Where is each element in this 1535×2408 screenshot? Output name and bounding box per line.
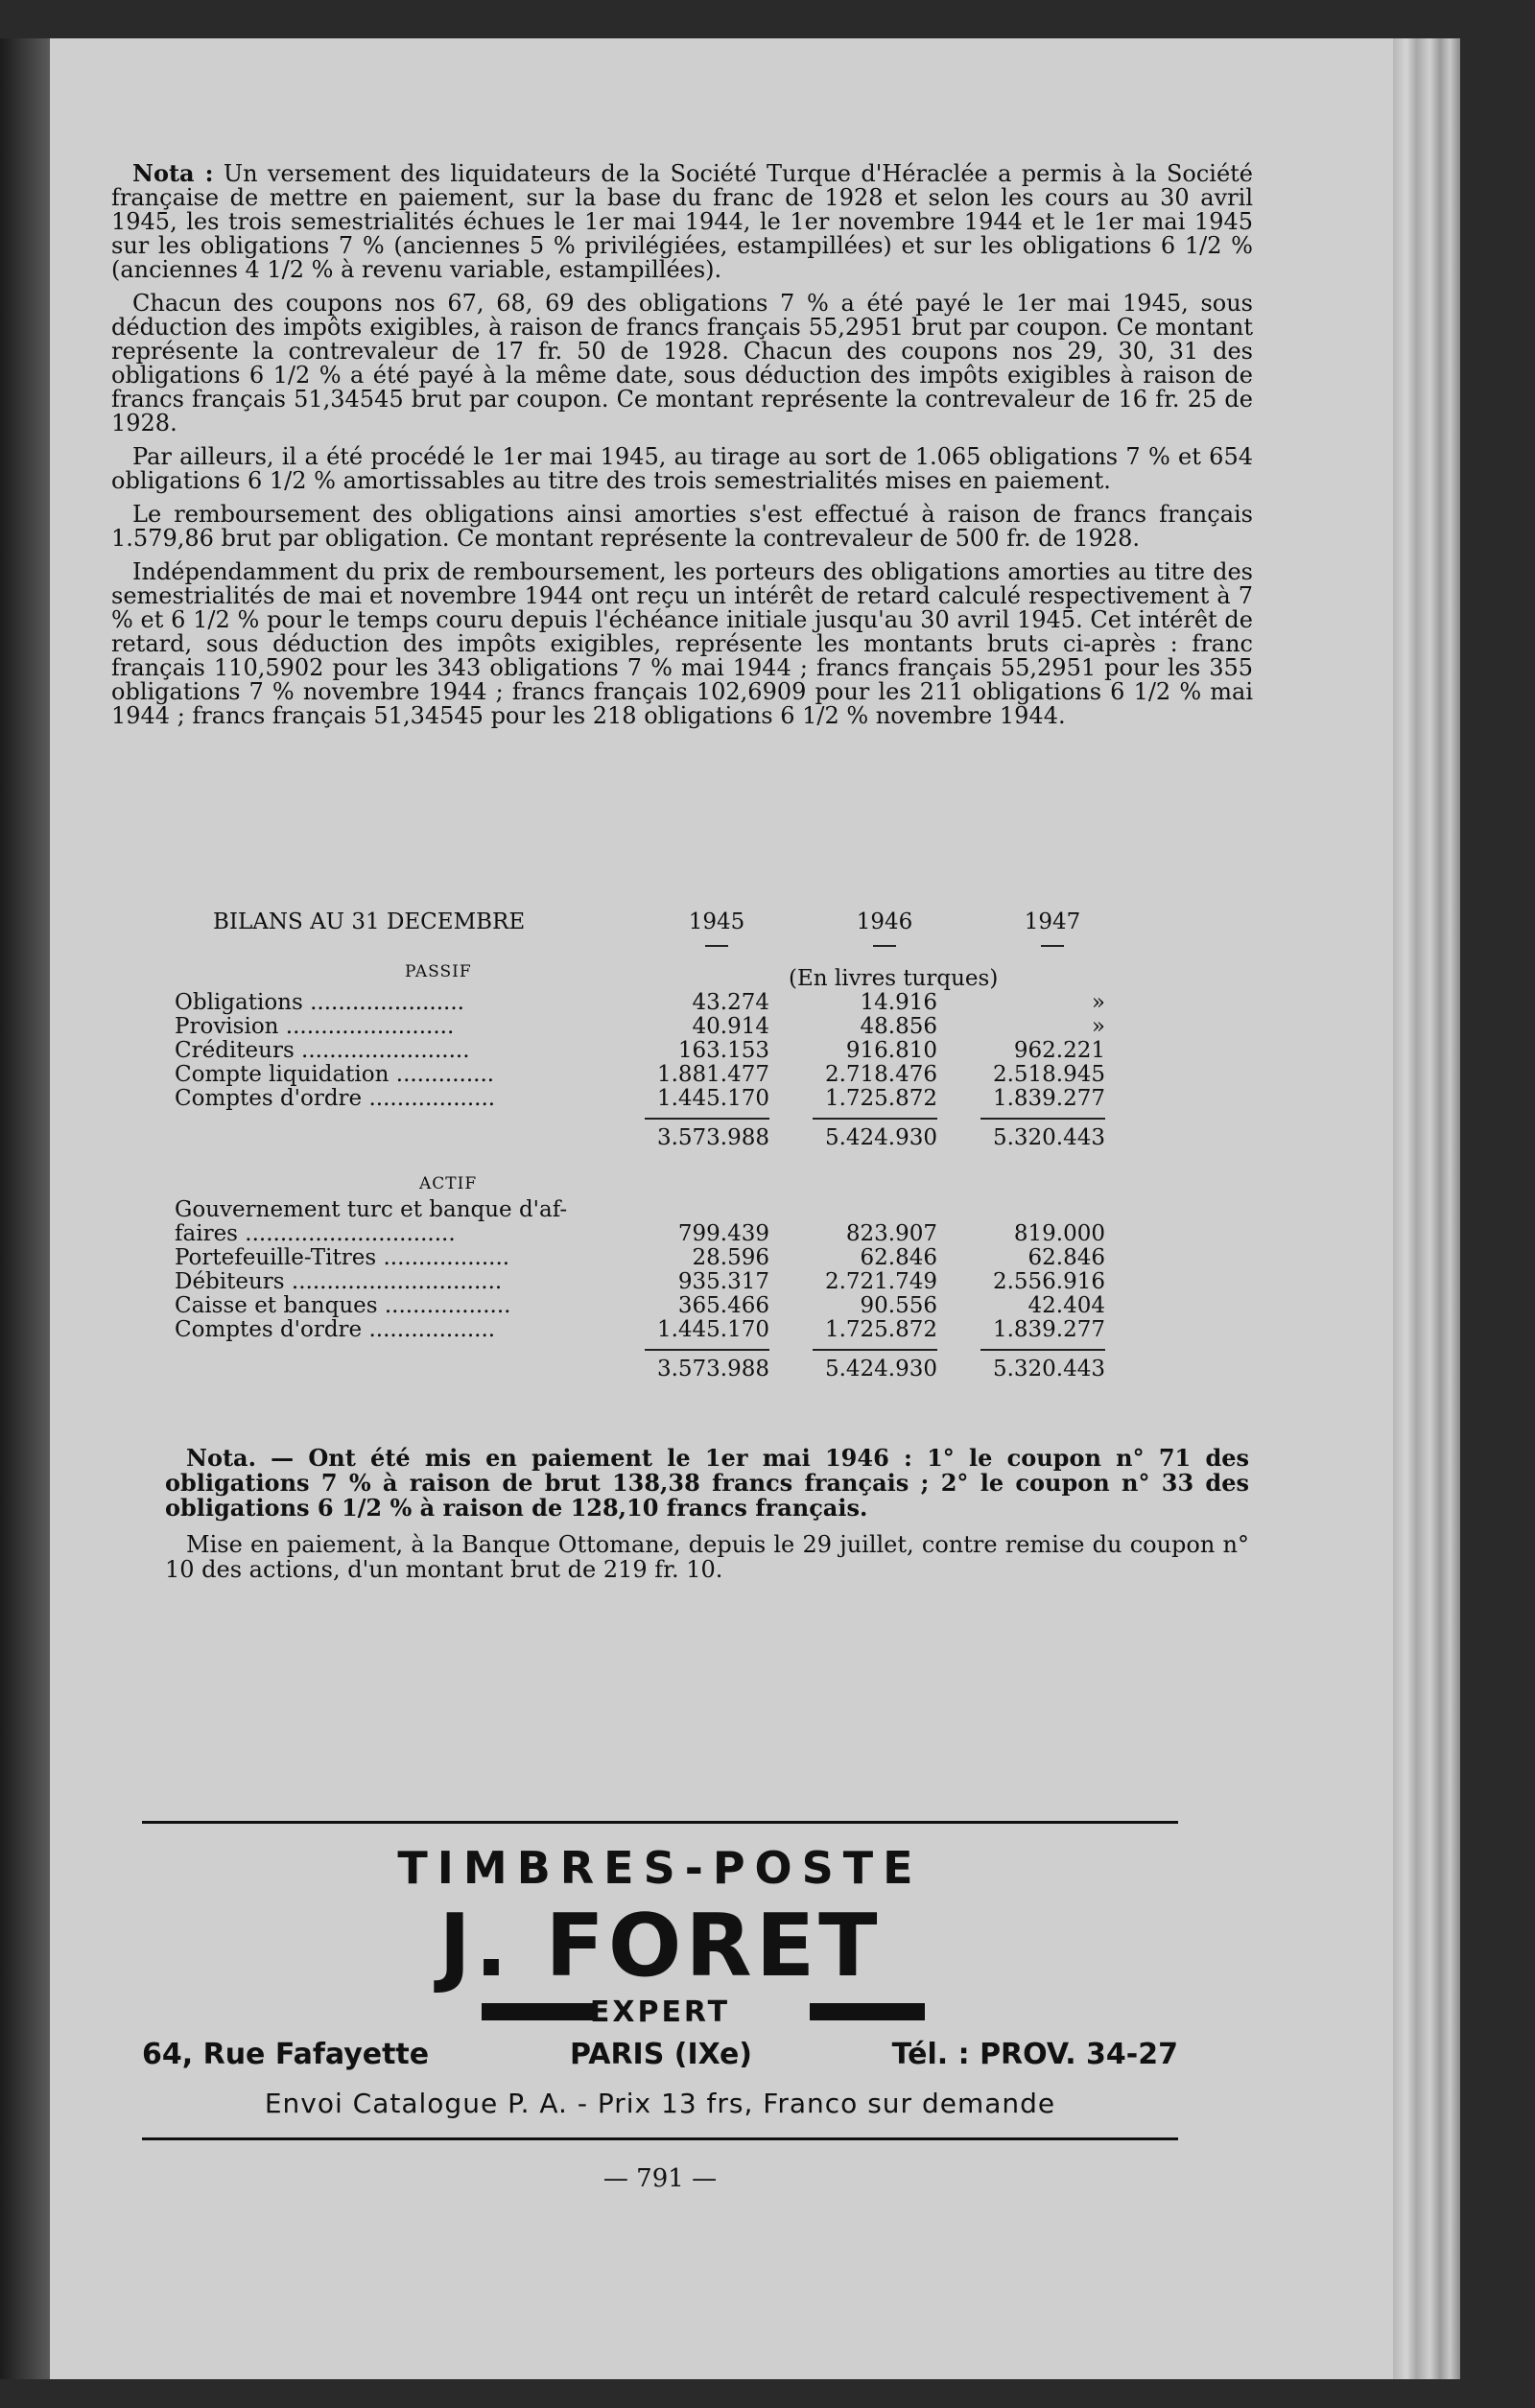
value-1945: 365.466: [677, 1293, 769, 1318]
actif-total-1946: 5.424.930: [824, 1357, 937, 1381]
ad-subline: Envoi Catalogue P. A. - Prix 13 frs, Franco sur demande: [264, 2088, 1056, 2119]
passif-label: PASSIF: [405, 962, 472, 981]
value-1947: 42.404: [1027, 1293, 1105, 1318]
value-1946: 823.907: [845, 1221, 937, 1246]
paragraph: [111, 503, 1253, 551]
value-1945: 935.317: [677, 1269, 769, 1294]
actif-total-1945: 3.573.988: [656, 1357, 769, 1381]
total-rule: [813, 1349, 937, 1351]
row-label: Caisse et banques ..................: [175, 1293, 511, 1318]
bilan-row: [175, 990, 1192, 1014]
paragraph: [111, 560, 1253, 728]
total-rule: [980, 1349, 1105, 1351]
value-1946: 1.725.872: [824, 1086, 937, 1111]
rule-row: [175, 1341, 1192, 1357]
value-1946: 62.846: [860, 1245, 937, 1270]
binding-shadow: [0, 38, 50, 2379]
value-1945: 799.439: [677, 1221, 769, 1246]
paragraph-lead: Nota :: [132, 159, 214, 187]
bilan-table: [175, 909, 1192, 1381]
value-1947: 2.556.916: [992, 1269, 1105, 1294]
paragraph-text: Indépendamment du prix de remboursement, les porteurs des obligations amorties au titre des semestrialités de mai et novembre 1944 ont reçu un intérêt de retard calculé respectivement à 7 % et 6 1/2 % pour le temps couru depuis l'échéance initiale jusqu'au 30 avril 1945. Cet intérêt de retard, sous déduction des impôts exigibles, représente les montants bruts ci-après : franc français 110,5902 pour les 343 obligations 7 % mai 1944 ; francs français 55,2951 pour les 355 obligations 7 % novembre 1944 ; francs français 102,6909 pour les 211 obligations 6 1/2 % mai 1944 ; francs français 51,34545 pour les 218 obligations 6 1/2 % novembre 1944.: [111, 558, 1253, 729]
ad-name: J. FORET: [438, 1896, 882, 1996]
value-1946: 14.916: [860, 990, 937, 1015]
value-1947: 2.518.945: [992, 1062, 1105, 1087]
paragraph-text: Mise en paiement, à la Banque Ottomane, depuis le 29 juillet, contre remise du coupon n° 10 des actions, d'un montant brut de 219 fr. 10.: [165, 1531, 1249, 1583]
row-label: Comptes d'ordre ..................: [175, 1317, 496, 1342]
ad-phone: Tél. : PROV. 34-27: [891, 2038, 1178, 2071]
year-1945: 1945: [688, 909, 745, 934]
passif-total-1947: 5.320.443: [992, 1125, 1105, 1150]
paragraph-lead: Nota. —: [186, 1444, 295, 1472]
page-number: — 791 —: [602, 2164, 718, 2193]
value-1946: 916.810: [845, 1038, 937, 1063]
paragraph: [111, 161, 1253, 282]
value-1947: 819.000: [1013, 1221, 1105, 1246]
bilan-row: [175, 1245, 1192, 1269]
actif-first-line: [175, 1197, 1192, 1221]
ad-bottom-rule: [142, 2137, 1178, 2140]
bilan-header-row: [175, 909, 1192, 933]
row-label: Comptes d'ordre ..................: [175, 1086, 496, 1111]
row-label: faires ..............................: [175, 1221, 456, 1246]
passif-total-row: [175, 1125, 1192, 1149]
actif-label: ACTIF: [419, 1174, 478, 1193]
paragraph-text: Par ailleurs, il a été procédé le 1er mai 1945, au tirage au sort de 1.065 obligations 7 % et 654 obligations 6 1/2 % amortissables au titre des trois semestrialités mises en paiement.: [111, 443, 1253, 494]
paragraph-text: Chacun des coupons nos 67, 68, 69 des obligations 7 % a été payé le 1er mai 1945, sous déduction des impôts exigibles, à raison de francs français 55,2951 brut par coupon. Ce montant représente la contrevaleur de 17 fr. 50 de 1928. Chacun des coupons nos 29, 30, 31 des obligations 6 1/2 % a été payé à la même date, sous déduction des impôts exigibles à raison de francs français 51,34545 brut par coupon. Ce montant représente la contrevaleur de 16 fr. 25 de 1928.: [111, 290, 1253, 437]
ad-address: 64, Rue Fafayette: [142, 2038, 430, 2071]
document-page: [50, 38, 1393, 2379]
dash: [705, 945, 728, 947]
bilan-row: [175, 1062, 1192, 1086]
paragraph: [165, 1532, 1249, 1582]
value-1945: 28.596: [692, 1245, 769, 1270]
dash: [873, 945, 896, 947]
ad-expert: EXPERT: [589, 1995, 731, 2029]
passif-rows: [175, 990, 1192, 1110]
paragraph: [111, 292, 1253, 436]
ad-title: TIMBRES-POSTE: [397, 1842, 923, 1894]
actif-total-1947: 5.320.443: [992, 1357, 1105, 1381]
value-1945: 1.445.170: [656, 1086, 769, 1111]
value-1946: 48.856: [860, 1014, 937, 1039]
bilan-row: [175, 1317, 1192, 1341]
value-1945: 40.914: [692, 1014, 769, 1039]
value-1947: 62.846: [1027, 1245, 1105, 1270]
dash-row: [175, 933, 1192, 960]
year-1947: 1947: [1024, 909, 1081, 934]
ad-expert-row: [142, 1995, 1178, 2028]
row-label: Provision ........................: [175, 1014, 455, 1039]
body-text: [111, 161, 1253, 738]
actif-total-row: [175, 1357, 1192, 1381]
value-1947: 1.839.277: [992, 1317, 1105, 1342]
year-1946: 1946: [856, 909, 913, 934]
row-label: Créditeurs ........................: [175, 1038, 470, 1063]
paragraph: [111, 445, 1253, 493]
row-label: Obligations ......................: [175, 990, 464, 1015]
rule-row: [175, 1110, 1192, 1125]
total-rule: [980, 1118, 1105, 1120]
paragraph-text: Un versement des liquidateurs de la Société Turque d'Héraclée a permis à la Société française de mettre en paiement, sur la base du franc de 1928 et selon les cours au 30 avril 1945, les trois semestrialités échues le 1er mai 1944, le 1er novembre 1944 et le 1er mai 1945 sur les obligations 7 % (anciennes 5 % privilégiées, estampillées) et sur les obligations 6 1/2 % (anciennes 4 1/2 % à revenu variable, estampillées).: [111, 160, 1254, 283]
value-1946: 2.721.749: [824, 1269, 937, 1294]
row-label: Compte liquidation ..............: [175, 1062, 495, 1087]
ad-city: PARIS (IXe): [570, 2038, 753, 2071]
ad-top-rule: [142, 1821, 1178, 1824]
bilan-row: [175, 1014, 1192, 1038]
value-1947: 1.839.277: [992, 1086, 1105, 1111]
total-rule: [645, 1118, 769, 1120]
value-1946: 1.725.872: [824, 1317, 937, 1342]
total-rule: [813, 1118, 937, 1120]
total-rule: [645, 1349, 769, 1351]
paragraph-text: Ont été mis en paiement le 1er mai 1946 : 1° le coupon n° 71 des obligations 7 % à raison de brut 138,38 francs français ; 2° le coupon n° 33 des obligations 6 1/2 % à raison de 128,10 francs français.: [165, 1444, 1250, 1522]
value-1946: 2.718.476: [824, 1062, 937, 1087]
nota-2: [165, 1446, 1249, 1594]
actif-first-label: Gouvernement turc et banque d'af-: [175, 1197, 568, 1222]
row-label: Débiteurs ..............................: [175, 1269, 503, 1294]
page-edges: [1393, 38, 1460, 2379]
row-label: Portefeuille-Titres ..................: [175, 1245, 510, 1270]
bilan-title: BILANS AU 31 DECEMBRE: [213, 909, 526, 934]
dash: [1041, 945, 1064, 947]
value-1947: 962.221: [1013, 1038, 1105, 1063]
value-1945: 1.445.170: [656, 1317, 769, 1342]
ad-contact-line: [142, 2038, 1178, 2076]
actif-heading-row: [175, 1149, 1192, 1197]
bilan-row: [175, 1221, 1192, 1245]
value-1947: »: [1091, 1014, 1105, 1039]
bilan-row: [175, 1293, 1192, 1317]
bilan-row: [175, 1269, 1192, 1293]
paragraph: [165, 1446, 1249, 1521]
passif-total-1945: 3.573.988: [656, 1125, 769, 1150]
value-1945: 43.274: [692, 990, 769, 1015]
bilan-row: [175, 1086, 1192, 1110]
bilan-row: [175, 1038, 1192, 1062]
actif-rows: [175, 1221, 1192, 1341]
value-1945: 1.881.477: [656, 1062, 769, 1087]
unit-row: [175, 960, 1192, 991]
value-1946: 90.556: [860, 1293, 937, 1318]
value-1945: 163.153: [677, 1038, 769, 1063]
value-1947: »: [1091, 990, 1105, 1015]
passif-total-1946: 5.424.930: [824, 1125, 937, 1150]
unit-label: (En livres turques): [789, 966, 999, 991]
paragraph-text: Le remboursement des obligations ainsi amorties s'est effectué à raison de francs français 1.579,86 brut par obligation. Ce montant représente la contrevaleur de 500 fr. de 1928.: [111, 501, 1253, 552]
